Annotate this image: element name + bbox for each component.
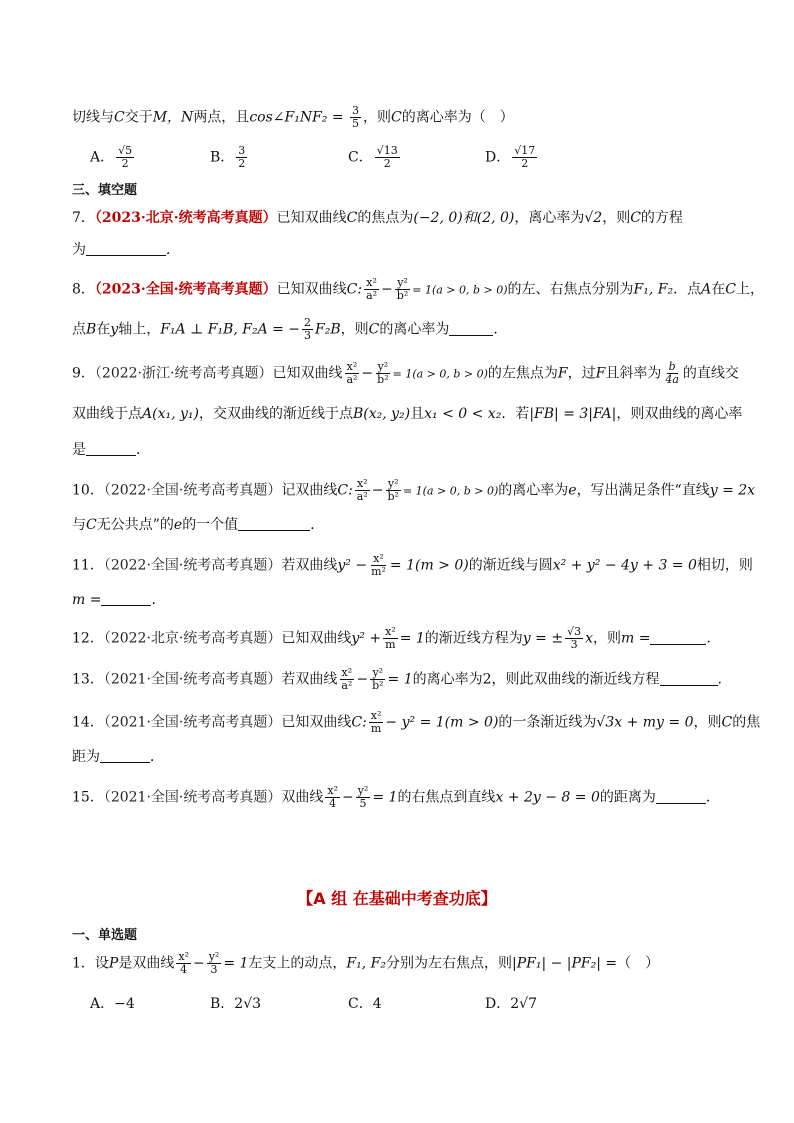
q14-line-1: 14．（2021·全国·统考高考真题）已知双曲线C: $\frac{\text{x²}}{m}$ − y² = 1(m > 0)的一条渐近线为√3x + my = 0，则C的焦 [72, 709, 761, 735]
q8-line-2: 点B在y轴上，F₁A ⊥ F₁B, F₂A = − $\frac{2}{3}$ F₂B，则C的离心率为 ． [72, 316, 508, 342]
answer-blank[interactable] [101, 591, 151, 606]
fraction: $\frac{3}{5}$ [352, 104, 360, 130]
q15-line: 15．（2021·全国·统考高考真题）双曲线 $\frac{\text{x²}}{4}$ − $\frac{\text{y²}}{5}$ = 1的右焦点到直线x + 2y − 8 = 0的距离为 ． [72, 784, 720, 810]
q7-line-2: 为 ． [72, 242, 180, 258]
q12-line: 12．（2022·北京·统考高考真题）已知双曲线y² + $\frac{\text{x²}}{m}$ = 1的渐近线方程为y = ± $\frac{√3}{3}$ x，则m = ． [72, 625, 721, 651]
q9-line-2: 双曲线于点A(x₁, y₁)，交双曲线的渐近线于点B(x₂, y₂)且x₁ < 0 < x₂．若|FB| = 3|FA|，则双曲线的离心率 [72, 406, 743, 422]
fill-in-heading: 三、填空题 [72, 183, 138, 198]
a1-option-c: C．4 [348, 996, 382, 1012]
answer-blank[interactable] [656, 789, 706, 804]
answer-blank[interactable] [86, 241, 166, 256]
q10-line-1: 10．（2022·全国·统考高考真题）记双曲线C: $\frac{\text{x²}}{\text{a²}}$ − $\frac{\text{y²}}{\text{b²}}$ = 1(a > 0, b > 0)的离心率为e，写出满足条件“直线y = 2x [72, 477, 756, 503]
answer-blank[interactable] [238, 516, 310, 531]
q14-line-2: 距为 ． [72, 749, 164, 765]
a1-line: 1．设P是双曲线 $\frac{\text{x²}}{4}$ − $\frac{\text{y²}}{3}$ = 1左支上的动点，F₁, F₂分别为左右焦点，则|PF₁| − |PF₂| =（ ） [72, 950, 660, 976]
a1-option-a: A．−4 [90, 996, 135, 1012]
q6-option-b: B． $\frac{3}{2}$ [210, 144, 246, 170]
q6-option-c: C． $\frac{√13}{2}$ [348, 144, 398, 170]
answer-blank[interactable] [86, 441, 136, 456]
q9-line-3: 是 ． [72, 442, 150, 458]
single-choice-heading: 一、单选题 [72, 928, 138, 943]
answer-blank[interactable] [449, 321, 493, 336]
q6-option-d: D． $\frac{√17}{2}$ [485, 144, 536, 170]
a1-option-b: B．2√3 [210, 996, 262, 1012]
q6-tail-line: 切线与C交于M，N两点，且cos∠F₁NF₂ = $\frac{3}{5}$ ，则C的离心率为（ ） [72, 104, 514, 130]
q9-line-1: 9．（2022·浙江·统考高考真题）已知双曲线 $\frac{\text{x²}}{\text{a²}}$ − $\frac{\text{y²}}{\text{b²}}$ = 1(a > 0, b > 0)的左焦点为F，过F且斜率为 $\frac{b}{4a}$ 的直线交 [72, 360, 739, 386]
answer-blank[interactable] [650, 630, 706, 645]
q13-line: 13．（2021·全国·统考高考真题）若双曲线 $\frac{\text{x²}}{\text{a²}}$ − $\frac{\text{y²}}{\text{b²}}$ = 1的离心率为2，则此双曲线的渐近线方程 . [72, 666, 722, 692]
q8-line-1: 8．（2023·全国·统考高考真题）已知双曲线C: $\frac{\text{x²}}{\text{a²}}$ − $\frac{\text{y²}}{\text{b²}}$ = 1(a > 0, b > 0)的左、右焦点分别为F₁, F₂．点A在C上， [72, 276, 764, 302]
q6-option-a: A． $\frac{√5}{2}$ [90, 144, 133, 170]
answer-blank[interactable] [660, 671, 718, 686]
q11-line-1: 11．（2022·全国·统考高考真题）若双曲线y² − $\frac{\text{x²}}{\text{m²}}$ = 1(m > 0)的渐近线与圆x² + y² − 4y + 3 = 0相切，则 [72, 552, 753, 578]
section-title: 【A 组 在基础中考查功底】 [297, 889, 497, 908]
q10-line-2: 与C无公共点”的e的一个值 ． [72, 517, 325, 533]
q7-line-1: 7．（2023·北京·统考高考真题）已知双曲线C的焦点为(−2, 0)和(2, 0)，离心率为√2，则C的方程 [72, 210, 683, 226]
q11-line-2: m = ． [72, 592, 166, 608]
answer-blank[interactable] [100, 748, 150, 763]
a1-option-d: D．2√7 [485, 996, 537, 1012]
